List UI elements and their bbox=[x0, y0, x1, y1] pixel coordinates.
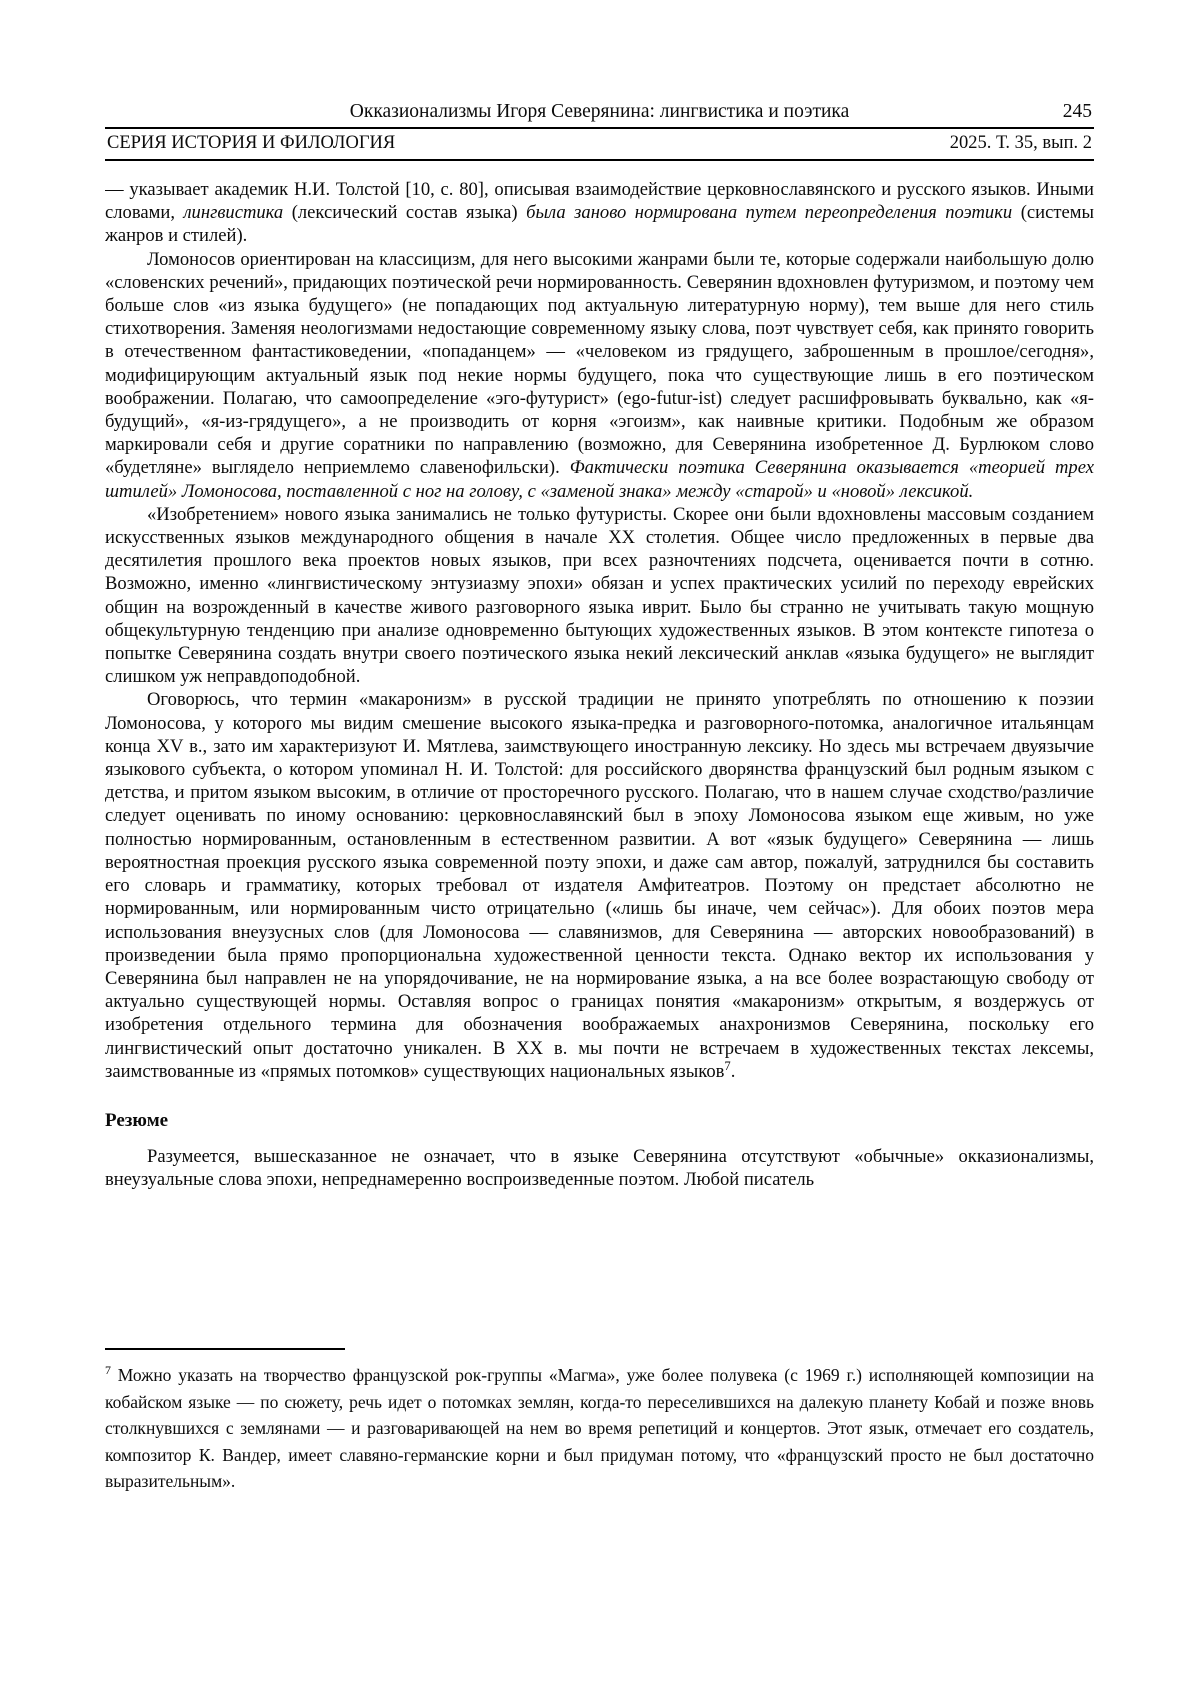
paragraph-3 bbox=[105, 503, 1094, 689]
paragraph-5-text: Разумеется, вышесказанное не означает, что в языке Северянина отсутствуют «обычные» окказионализмы, внеузуальные слова эпохи, непреднамеренно воспроизведенные поэтом. Любой писатель bbox=[105, 1146, 1094, 1191]
paragraph-1-italic-phrase: была заново нормирована путем переопределения поэтики bbox=[526, 202, 1013, 224]
section-heading-resume: Резюме bbox=[105, 1109, 169, 1131]
issue-info: 2025. Т. 35, вып. 2 bbox=[949, 133, 1092, 153]
running-head-row bbox=[105, 100, 1094, 129]
article-body bbox=[105, 178, 1094, 1353]
page-number: 245 bbox=[1062, 101, 1092, 122]
footnote-7-text: Можно указать на творчество французской рок-группы «Магма», уже более полувека (с 1969 г.) исполняющей композиции на кобайском языке — по сюжету, речь идет о потомках землян, когда-то переселившихся на далекую планету Кобай и позже вновь столкнувшихся с землянами — и разговаривающей на нем во время репетиций и концертов. Этот язык, отмечает его создатель, композитор К. Вандер, имеет славяно-германские корни и был придуман потому, что «французский просто не был достаточно выразительным». bbox=[105, 1365, 1094, 1491]
footnote-reference-7: 7 bbox=[724, 1058, 731, 1073]
paragraph-1-text: (системы жанров и стилей). bbox=[105, 202, 1094, 247]
running-title: Окказионализмы Игоря Северянина: лингвистика и поэтика bbox=[349, 101, 850, 122]
footnote-separator-rule bbox=[105, 1348, 345, 1350]
paragraph-2 bbox=[105, 248, 1094, 503]
paragraph-4 bbox=[105, 688, 1094, 1082]
page-header bbox=[105, 100, 1094, 161]
paragraph-3-text: «Изобретением» нового языка занимались не только футуристы. Скорее они были вдохновлены массовым созданием искусственных языков международного общения в начале XX столетия. Общее число предложенных в первые два десятилетия прошлого века проектов новых языков, при всех разночтениях подсчета, оценивается почти в сотню. Возможно, именно «лингвистическому энтузиазму эпохи» обязан и успех практических усилий по переходу еврейских общин на возрожденный в качестве живого разговорного языка иврит. Было бы странно не учитывать такую мощную общекультурную тенденцию при анализе одновременно бытующих художественных языков. В этом контексте гипотеза о попытке Северянина создать внутри своего поэтического языка некий лексический анклав «языка будущего» не выглядит слишком уж неправдоподобной. bbox=[105, 503, 1094, 688]
series-row bbox=[105, 129, 1094, 161]
paragraph-4-text-end: . bbox=[730, 1060, 736, 1082]
paragraph-4-text: Оговорюсь, что термин «макаронизм» в русской традиции не принято употреблять по отношению к поэзии Ломоносова, у которого мы видим смешение высокого языка-предка и разговорного-потомка, аналогичное итальянцам конца XV в., зато им характеризуют И. Мятлева, заимствующего иностранную лексику. Но здесь мы встречаем двуязычие языкового субъекта, о котором упоминал Н. И. Толстой: для российского дворянства французский был родным языком с детства, и притом языком высоким, в отличие от просторечного русского. Полагаю, что в нашем случае сходство/различие следует оценивать по иному основанию: церковнославянский был в эпоху Ломоносова языком еще живым, но уже полностью нормированным, остановленным в естественном развитии. А вот «язык будущего» Северянина — лишь вероятностная проекция русского языка современной поэту эпохи, и даже сам автор, пожалуй, затруднился бы составить его словарь и грамматику, которых требовал от издателя Амфитеатров. Поэтому он предстает абсолютно не нормированным, или нормированным чисто отрицательно («лишь бы иначе, чем сейчас»). Для обоих поэтов мера использования внеузусных слов (для Ломоносова — славянизмов, для Северянина — авторских новообразований) в произведении была прямо пропорциональна художественной ценности текста. Однако вектор их использования у Северянина был направлен не на упорядочивание, не на нормирование языка, а на все более возрастающую свободу от актуально существующей нормы. Оставляя вопрос о границах понятия «макаронизм» открытым, я воздержусь от изобретения отдельного термина для обозначения воображаемых анахронизмов Северянина, поскольку его лингвистический опыт достаточно уникален. В XX в. мы почти не встречаем в художественных текстах лексемы, заимствованные из «прямых потомков» существующих национальных языков bbox=[105, 689, 1094, 1082]
footnote-marker-7: 7 bbox=[105, 1363, 111, 1378]
footnote-7 bbox=[105, 1362, 1094, 1495]
series-title: СЕРИЯ ИСТОРИЯ И ФИЛОЛОГИЯ bbox=[107, 133, 396, 153]
paragraph-1-text: (лексический состав языка) bbox=[283, 202, 527, 224]
paragraph-1-italic-term: лингвистика bbox=[183, 202, 284, 224]
footnote-area bbox=[105, 1348, 1094, 1495]
paragraph-2-text: Ломоносов ориентирован на классицизм, для него высокими жанрами были те, которые содержали наибольшую долю «словенских речений», придающих поэтической речи нормированность. Северянин вдохновлен футуризмом, и поэтому чем больше слов «из языка будущего» (не попадающих под актуальную литературную норму), тем выше для него стиль стихотворения. Заменяя неологизмами недостающие современному языку слова, поэт чувствует себя, как принято говорить в отечественном фантастиковедении, «попаданцем» — «человеком из грядущего, заброшенным в прошлое/сегодня», модифицирующим актуальный язык под некие нормы будущего, пока что существующие лишь в его поэтическом воображении. Полагаю, что самоопределение «эго-футурист» (ego-futur-ist) следует расшифровывать буквально, как «я-будущий», «я-из-грядущего», а не производить от корня «эгоизм», как наивные критики. Подобным же образом маркировали себя и другие соратники по направлению (возможно, для Северянина изобретенное Д. Бурлюком слово «будетляне» выглядело неприемлемо славенофильски). bbox=[105, 248, 1094, 479]
paragraph-1-text: — указывает академик Н.И. Толстой [10, с. 80], описывая взаимодействие церковнославянского и русского языков. Иными словами, bbox=[105, 179, 1094, 224]
paragraph-5 bbox=[105, 1145, 1094, 1191]
paragraph-1 bbox=[105, 178, 1094, 248]
paragraph-2-italic-conclusion: Фактически поэтика Северянина оказывается «теорией трех штилей» Ломоносова, поставленной с ног на голову, с «заменой знака» между «старой» и «новой» лексикой. bbox=[105, 457, 1094, 502]
